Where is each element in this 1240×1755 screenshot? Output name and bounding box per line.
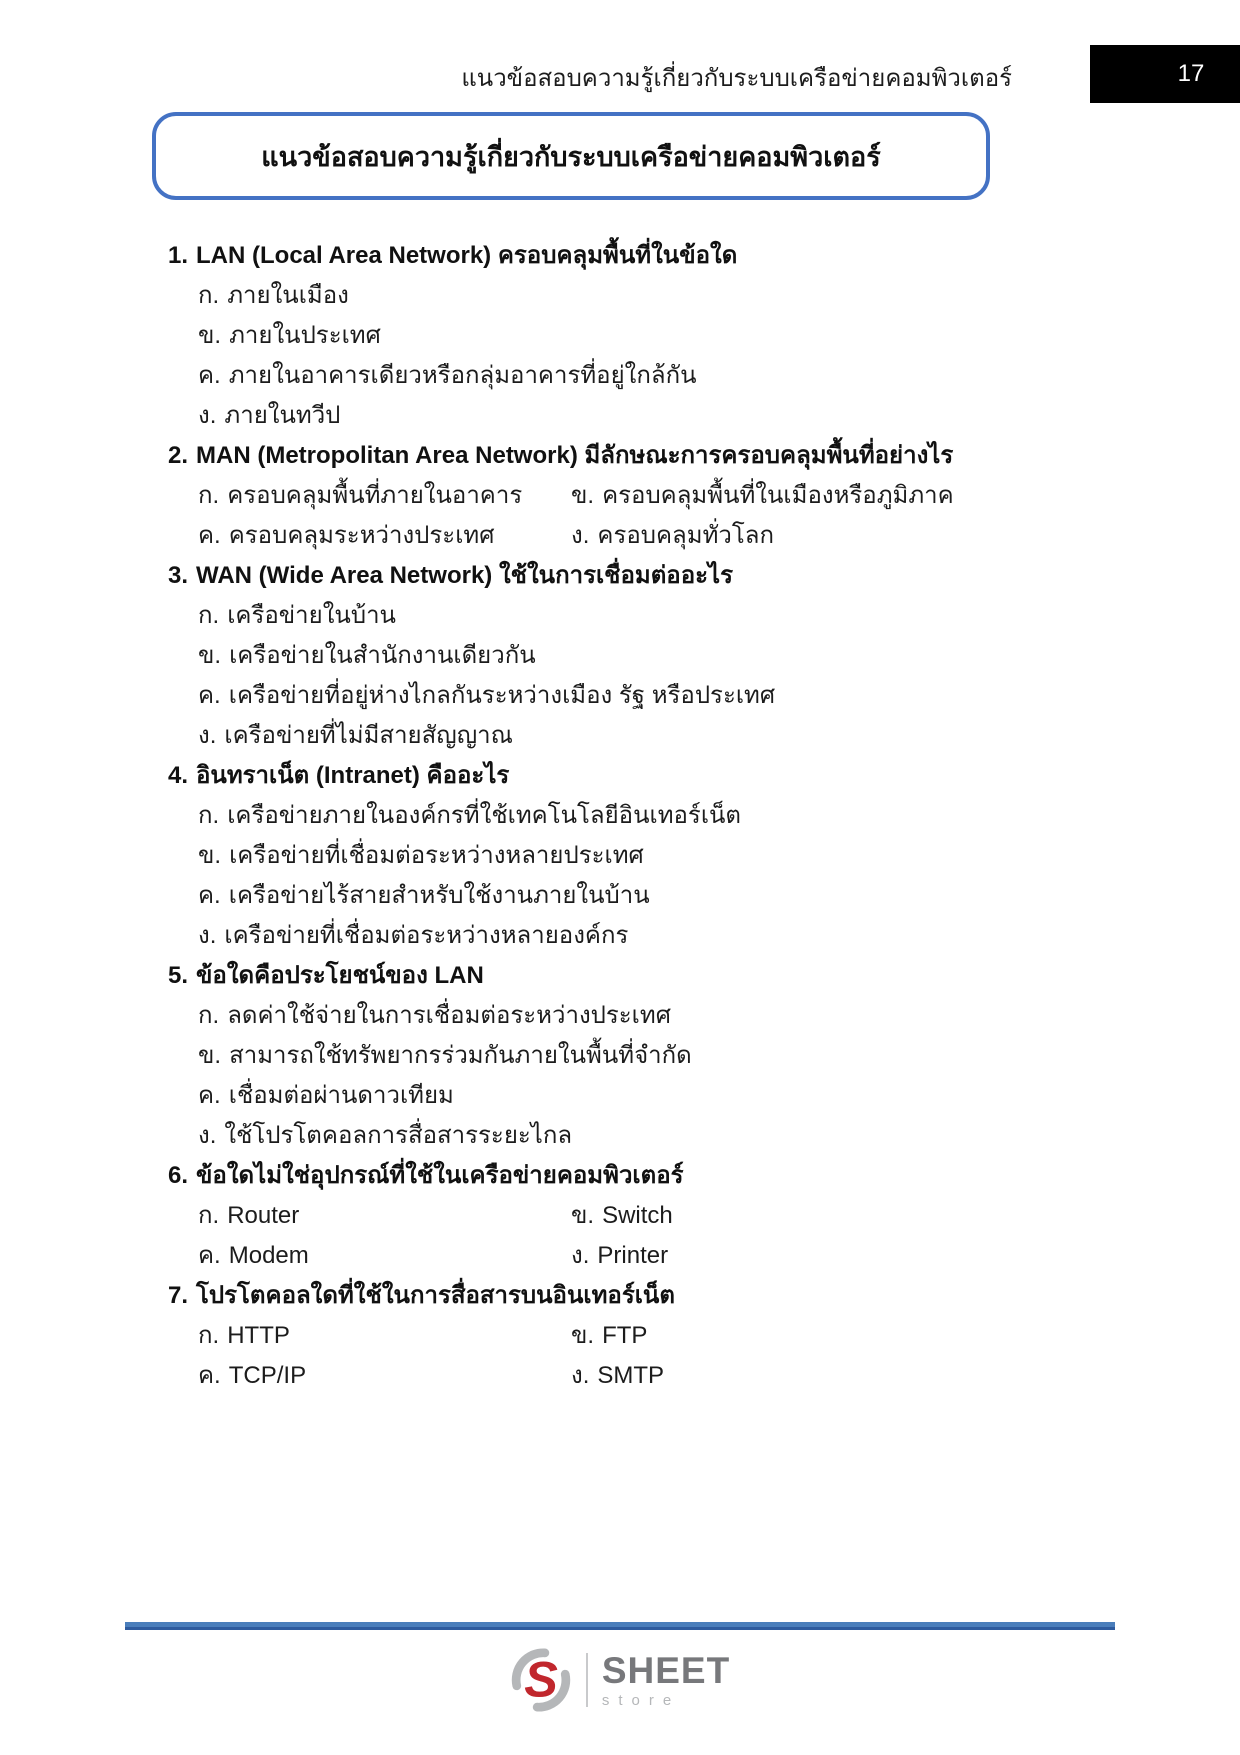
question-heading [168, 556, 1118, 596]
option-letter: ค. [198, 682, 221, 709]
question-text: LAN (Local Area Network) ครอบคลุมพื้นที่ในข้อใด [196, 242, 738, 269]
option-text: Printer [597, 1242, 669, 1269]
option-text: ภายในประเทศ [229, 322, 381, 349]
question-text: WAN (Wide Area Network) ใช้ในการเชื่อมต่ออะไร [196, 562, 733, 589]
option-letter: ก. [198, 1002, 220, 1029]
question-text: โปรโตคอลใดที่ใช้ในการสื่อสารบนอินเทอร์เน็ต [196, 1282, 675, 1309]
option-letter: ง. [571, 1362, 590, 1389]
question-number: 6. [168, 1162, 189, 1189]
option-letter: ค. [198, 1362, 221, 1389]
option-letter: ก. [198, 1322, 220, 1349]
options-list [168, 596, 1118, 756]
question-number: 5. [168, 962, 189, 989]
answer-option [198, 356, 1118, 396]
answer-option [198, 676, 1118, 716]
answer-option [198, 836, 1118, 876]
option-letter: ก. [198, 1202, 220, 1229]
question-3 [168, 556, 1118, 756]
answer-option [198, 1356, 571, 1396]
option-letter: ก. [198, 282, 220, 309]
option-text: ครอบคลุมระหว่างประเทศ [228, 522, 495, 549]
answer-option [198, 1036, 1118, 1076]
answer-option [198, 1196, 571, 1236]
question-heading [168, 236, 1118, 276]
question-6 [168, 1156, 1118, 1276]
answer-option [198, 276, 1118, 316]
sheet-store-logo [0, 1648, 1240, 1712]
option-letter: ก. [198, 802, 220, 829]
question-heading [168, 436, 1118, 476]
option-letter: ค. [198, 362, 221, 389]
option-letter: ข. [198, 322, 222, 349]
page-header-title: แนวข้อสอบความรู้เกี่ยวกับระบบเครือข่ายคอมพิวเตอร์ [461, 65, 1012, 92]
options-list [168, 796, 1118, 956]
logo-wordmark [602, 1652, 730, 1708]
option-text: เครือข่ายที่อยู่ห่างไกลกันระหว่างเมือง รัฐ หรือประเทศ [228, 682, 776, 709]
option-text: ลดค่าใช้จ่ายในการเชื่อมต่อระหว่างประเทศ [227, 1002, 671, 1029]
question-heading [168, 1156, 1118, 1196]
option-text: Switch [602, 1202, 673, 1229]
question-4 [168, 756, 1118, 956]
answer-option [571, 1316, 1118, 1356]
option-text: เครือข่ายในบ้าน [227, 602, 396, 629]
option-text: เชื่อมต่อผ่านดาวเทียม [228, 1082, 454, 1109]
option-text: TCP/IP [228, 1362, 307, 1389]
answer-option [198, 876, 1118, 916]
option-letter: ข. [198, 642, 222, 669]
option-text: เครือข่ายไร้สายสำหรับใช้งานภายในบ้าน [228, 882, 650, 909]
question-number: 1. [168, 242, 189, 269]
options-list [168, 476, 1118, 556]
answer-option [571, 476, 1118, 516]
option-text: ครอบคลุมพื้นที่ภายในอาคาร [227, 482, 523, 509]
option-letter: ข. [571, 1322, 595, 1349]
question-number: 3. [168, 562, 189, 589]
option-text: ครอบคลุมพื้นที่ในเมืองหรือภูมิภาค [602, 482, 954, 509]
footer-divider-bar [125, 1622, 1115, 1630]
page-number: 17 [1177, 60, 1205, 87]
question-2 [168, 436, 1118, 556]
answer-option [198, 316, 1118, 356]
options-list [168, 1316, 1118, 1396]
page-number-badge [1090, 45, 1240, 103]
svg-text:S: S [524, 1650, 558, 1708]
logo-subtext: store [601, 1692, 681, 1709]
option-text: ภายในอาคารเดียวหรือกลุ่มอาคารที่อยู่ใกล้กัน [228, 362, 697, 389]
option-text: ครอบคลุมทั่วโลก [597, 522, 774, 549]
question-text: อินทราเน็ต (Intranet) คืออะไร [196, 762, 510, 789]
option-text: เครือข่ายที่เชื่อมต่อระหว่างหลายประเทศ [229, 842, 644, 869]
question-heading [168, 756, 1118, 796]
document-title: แนวข้อสอบความรู้เกี่ยวกับระบบเครือข่ายคอมพิวเตอร์ [261, 141, 881, 172]
answer-option [198, 716, 1118, 756]
option-text: Modem [228, 1242, 309, 1269]
answer-option [198, 1236, 571, 1276]
option-letter: ค. [198, 1242, 221, 1269]
option-text: Router [227, 1202, 300, 1229]
option-text: HTTP [227, 1322, 290, 1349]
option-text: เครือข่ายที่เชื่อมต่อระหว่างหลายองค์กร [224, 922, 629, 949]
answer-option [198, 1076, 1118, 1116]
question-number: 7. [168, 1282, 189, 1309]
option-letter: ก. [198, 482, 220, 509]
answer-option [198, 516, 571, 556]
question-text: ข้อใดไม่ใช่อุปกรณ์ที่ใช้ในเครือข่ายคอมพิวเตอร์ [196, 1162, 684, 1189]
answer-option [571, 1236, 1118, 1276]
option-text: เครือข่ายในสำนักงานเดียวกัน [229, 642, 536, 669]
answer-option [198, 916, 1118, 956]
option-letter: ข. [198, 1042, 222, 1069]
option-letter: ง. [571, 522, 590, 549]
options-list [168, 996, 1118, 1156]
question-heading [168, 1276, 1118, 1316]
answer-option [198, 996, 1118, 1036]
option-letter: ข. [571, 482, 595, 509]
option-letter: ค. [198, 522, 221, 549]
answer-option [198, 636, 1118, 676]
answer-option [198, 396, 1118, 436]
question-7 [168, 1276, 1118, 1396]
question-5 [168, 956, 1118, 1156]
answer-option [198, 596, 1118, 636]
answer-option [198, 1116, 1118, 1156]
answer-option [571, 1196, 1118, 1236]
question-1 [168, 236, 1118, 436]
questions-section [168, 236, 1118, 1396]
answer-option [571, 516, 1118, 556]
question-heading [168, 956, 1118, 996]
option-letter: ข. [198, 842, 222, 869]
question-text: MAN (Metropolitan Area Network) มีลักษณะการครอบคลุมพื้นที่อย่างไร [196, 442, 954, 469]
question-number: 2. [168, 442, 189, 469]
option-letter: ง. [198, 722, 217, 749]
option-text: สามารถใช้ทรัพยากรร่วมกันภายในพื้นที่จำกัด [229, 1042, 692, 1069]
answer-option [198, 796, 1118, 836]
option-letter: ก. [198, 602, 220, 629]
sheet-store-logo-icon [510, 1648, 572, 1712]
logo-divider [586, 1653, 588, 1707]
question-text: ข้อใดคือประโยชน์ของ LAN [196, 962, 484, 989]
option-letter: ง. [198, 922, 217, 949]
option-text: ภายในทวีป [224, 402, 341, 429]
option-letter: ค. [198, 882, 221, 909]
option-text: ภายในเมือง [227, 282, 349, 309]
question-number: 4. [168, 762, 189, 789]
option-text: เครือข่ายภายในองค์กรที่ใช้เทคโนโลยีอินเทอร์เน็ต [227, 802, 742, 829]
logo-text: SHEET [601, 1650, 731, 1691]
options-list [168, 276, 1118, 436]
option-letter: ง. [198, 1122, 217, 1149]
document-title-box [152, 112, 990, 200]
options-list [168, 1196, 1118, 1276]
answer-option [571, 1356, 1118, 1396]
option-letter: ง. [571, 1242, 590, 1269]
option-letter: ค. [198, 1082, 221, 1109]
option-letter: ง. [198, 402, 217, 429]
option-text: FTP [602, 1322, 648, 1349]
option-text: SMTP [597, 1362, 665, 1389]
answer-option [198, 476, 571, 516]
option-text: ใช้โปรโตคอลการสื่อสารระยะไกล [224, 1122, 573, 1149]
answer-option [198, 1316, 571, 1356]
option-letter: ข. [571, 1202, 595, 1229]
option-text: เครือข่ายที่ไม่มีสายสัญญาณ [224, 722, 513, 749]
